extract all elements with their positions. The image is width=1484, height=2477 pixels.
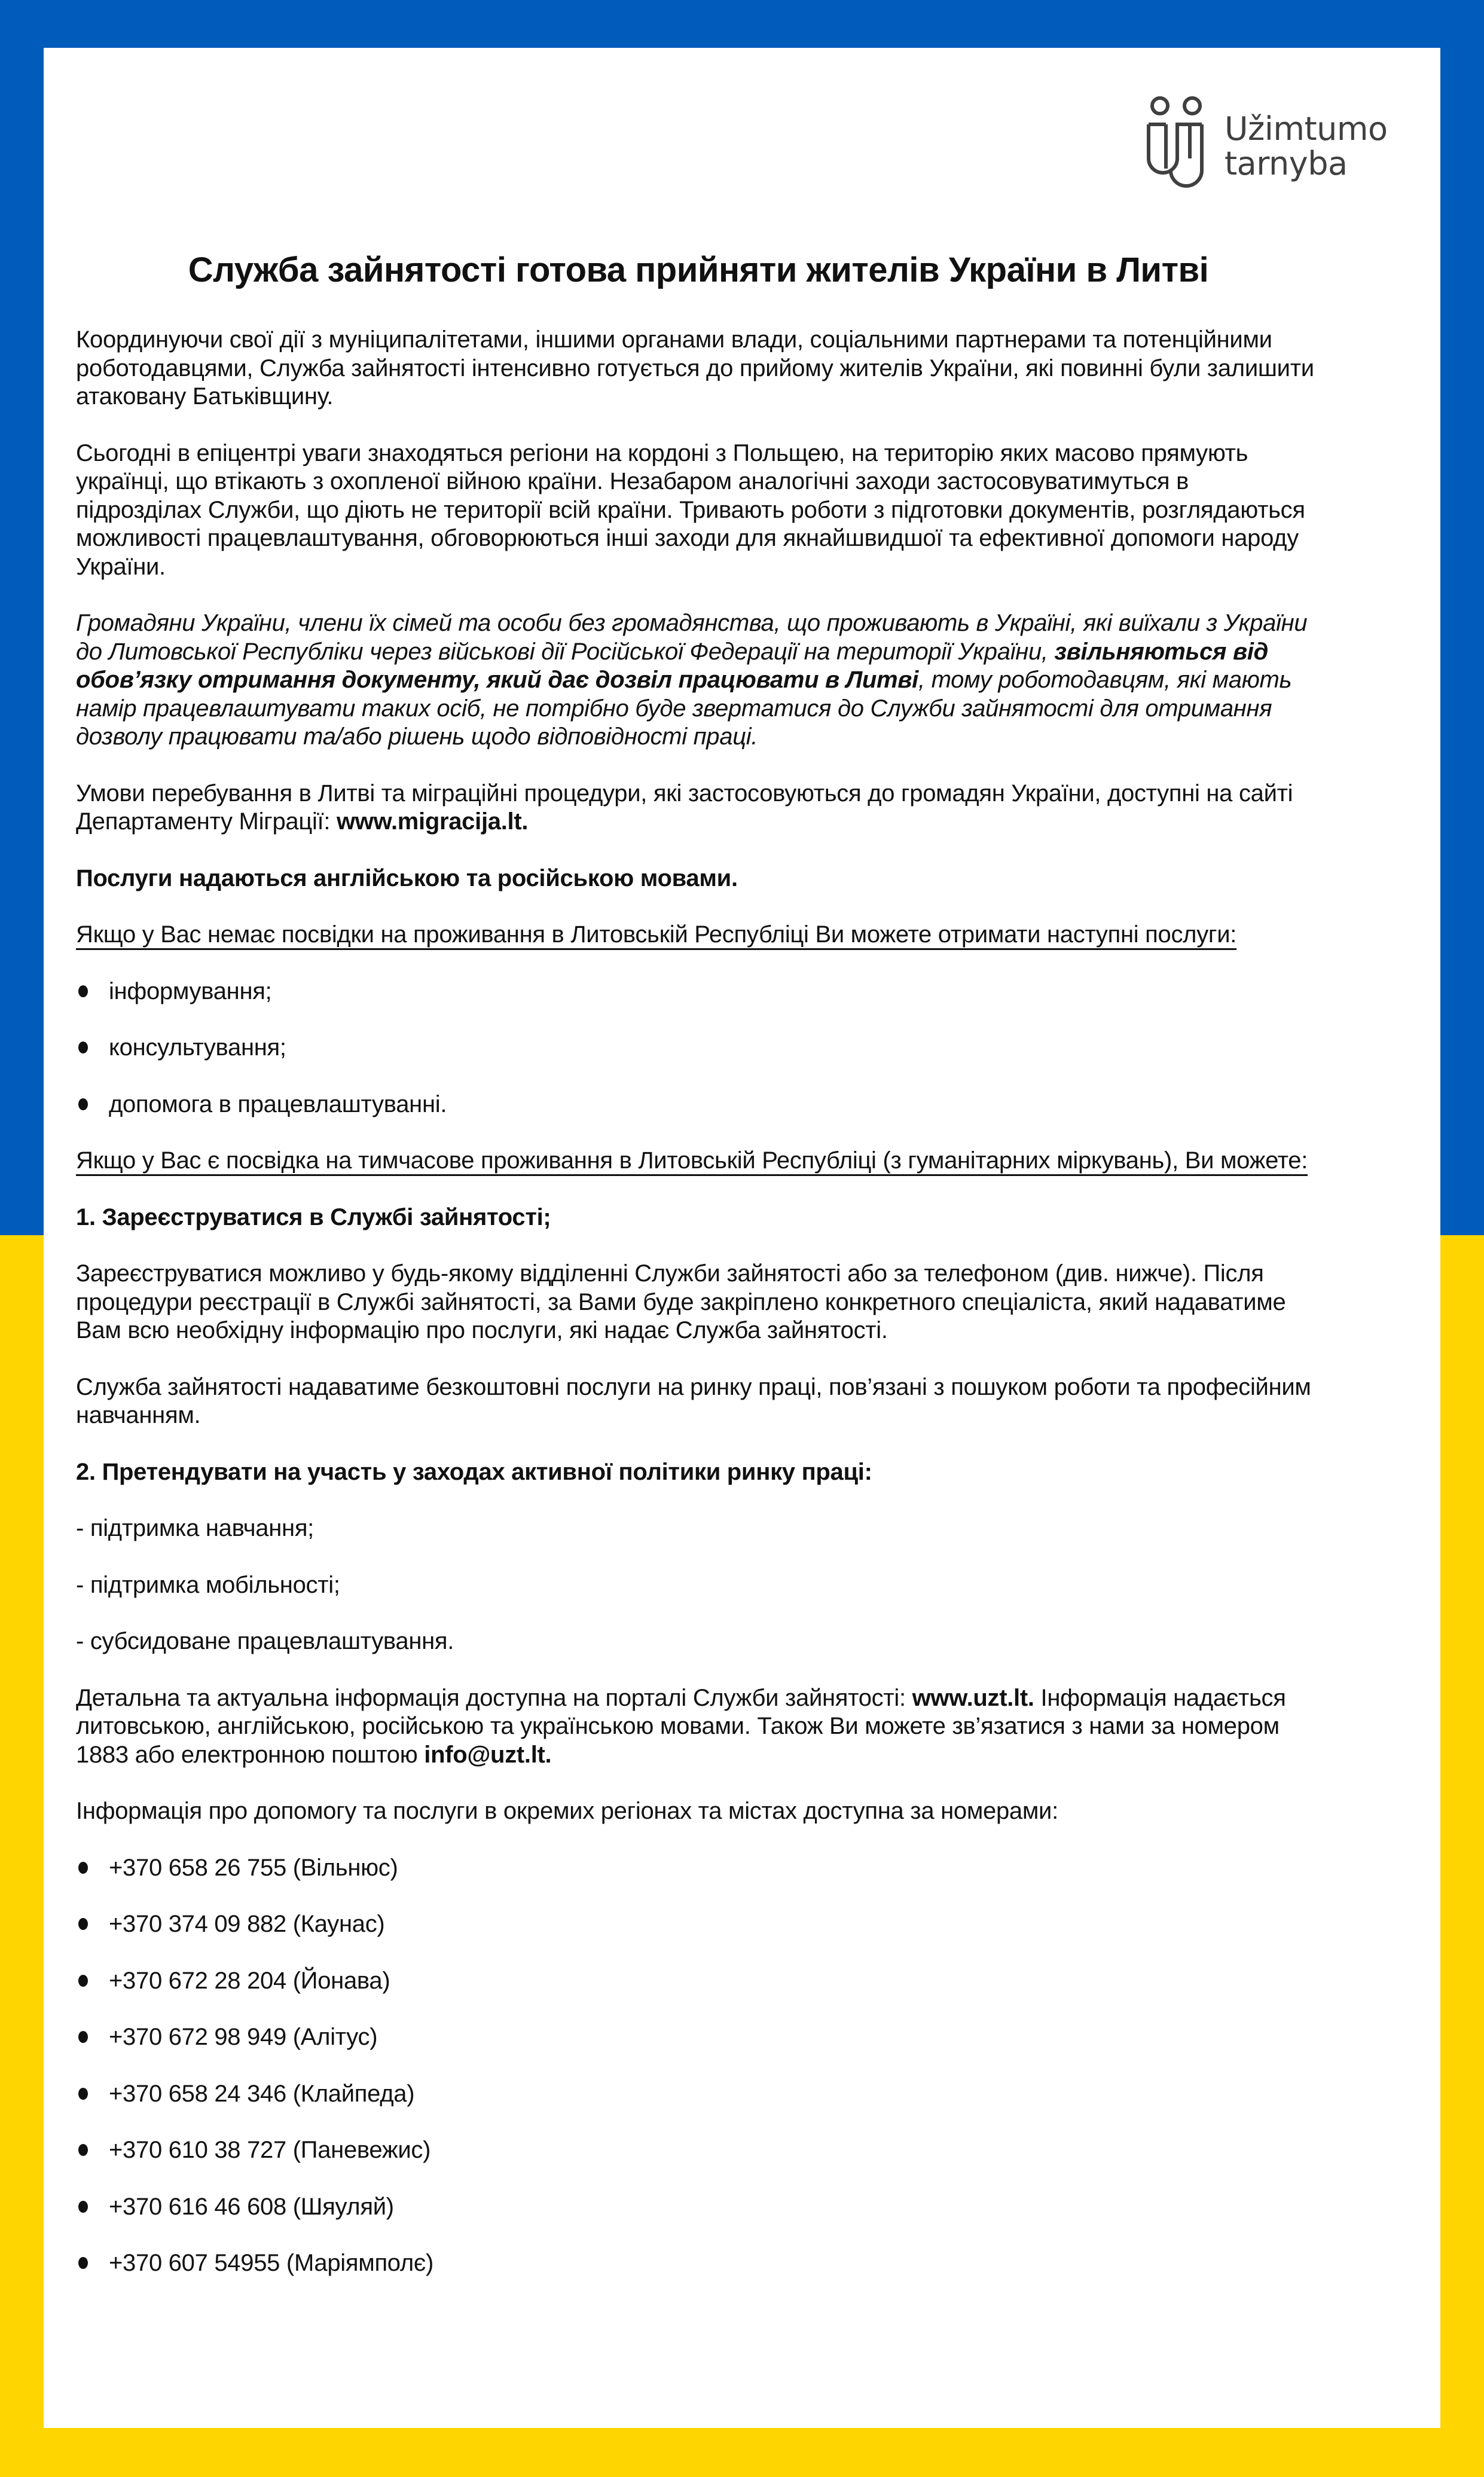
bullet-icon xyxy=(78,2031,88,2043)
phone-item: +370 610 38 727 (Паневежис) xyxy=(76,2136,1320,2165)
uzt-logo-icon xyxy=(1147,96,1207,197)
uzt-portal-link[interactable]: www.uzt.lt. xyxy=(912,1684,1034,1711)
no-permit-heading: Якщо у Вас немає посвідки на проживання в Литовській Республіці Ви можете отримати наступні послуги: xyxy=(76,921,1237,948)
phone-item: +370 672 98 949 (Алітус) xyxy=(76,2023,1320,2052)
bullet-icon xyxy=(78,2201,88,2213)
phone-link[interactable]: +370 374 09 882 xyxy=(109,1911,286,1937)
page-title: Служба зайнятості готова прийняти жителів України в Литві xyxy=(188,251,1209,289)
phone-link[interactable]: +370 607 54955 xyxy=(109,2250,280,2276)
bullet-icon xyxy=(78,1975,88,1987)
phone-item: +370 658 26 755 (Вільнюс) xyxy=(76,1854,1320,1883)
step-1-title: 1. Зареєструватися в Службі зайнятості; xyxy=(76,1204,551,1230)
migration-text: Умови перебування в Литві та міграційні процедури, які застосовуються до громадян України, доступні на сайті Департаменту Міграції: xyxy=(76,780,1293,835)
bullet-icon xyxy=(78,1041,88,1053)
logo-wordmark xyxy=(1225,112,1388,181)
phone-link[interactable]: +370 658 24 346 xyxy=(109,2080,286,2107)
paragraph-contact: Детальна та актуальна інформація доступна на порталі Служби зайнятості: www.uzt.lt. Інформація надається литовською, англійською, російською та українською мовами. Також Ви можете зв’язатися з нами за номером 1883 або електронною поштою info@uzt.lt. xyxy=(76,1684,1286,1768)
step-1-text-2: Служба зайнятості надаватиме безкоштовні послуги на ринку праці, пов’язані з пошуком роботи та професійним навчанням. xyxy=(76,1373,1311,1428)
exemption-text-1: Громадяни України, члени їх сімей та особи без громадянства, що проживають в Україні, які виїхали з України до Литовської Республіки через військові дії Російської Федерації на території України, xyxy=(76,610,1308,665)
bullet-icon xyxy=(78,1918,88,1930)
phone-item: +370 607 54955 (Маріямполє) xyxy=(76,2249,1320,2278)
step-1-text: Зареєструватися можливо у будь-якому відділенні Служби зайнятості або за телефоном (див. нижче). Після процедури реєстрації в Службі зайнятості, за Вами буде закріплено конкретного спеціаліста, який надаватиме Вам всю необхідну інформацію про послуги, які надає Служба зайнятості. xyxy=(76,1260,1286,1343)
exemption-text-bold: звільняються від обов’язку отримання документу, який дає дозвіл працювати в Литві xyxy=(76,638,1269,693)
list-item: - субсидоване працевлаштування. xyxy=(76,1628,454,1654)
email-link[interactable]: info@uzt.lt. xyxy=(424,1741,552,1768)
list-item: - підтримка навчання; xyxy=(76,1515,314,1541)
phone-link[interactable]: +370 672 28 204 xyxy=(109,1967,286,1994)
bullet-icon xyxy=(78,2257,88,2269)
paragraph-intro: Координуючи свої дії з муніципалітетами, іншими органами влади, соціальними партнерами та потенційними роботодавцями, Служба зайнятості інтенсивно готується до прийому жителів України, які повинні були залишити атаковану Батьківщину. xyxy=(76,326,1314,410)
uzt-logo xyxy=(1147,96,1410,197)
bullet-icon xyxy=(78,1862,88,1874)
phone-link[interactable]: +370 616 46 608 xyxy=(109,2193,286,2220)
regions-intro: Інформація про допомогу та послуги в окремих регіонах та містах доступна за номерами: xyxy=(76,1798,1058,1824)
bullet-icon xyxy=(78,985,88,997)
list-item: інформування; xyxy=(76,978,1320,1006)
article-body xyxy=(76,326,1320,2306)
phone-item: +370 374 09 882 (Каунас) xyxy=(76,1910,1320,1939)
paragraph-migration-info xyxy=(76,780,1320,836)
regional-phones-list xyxy=(76,1854,1320,2278)
step-2-title: 2. Претендувати на участь у заходах активної політики ринку праці: xyxy=(76,1458,872,1485)
logo-line-2: tarnyba xyxy=(1225,145,1348,182)
list-item: допомога в працевлаштуванні. xyxy=(76,1091,1320,1119)
exemption-text-2: , тому роботодавцям, які мають намір працевлаштувати таких осіб, не потрібно буде звертатися до Служби зайнятості для отримання дозволу працювати та/або рішень щодо відповідності праці. xyxy=(76,667,1292,750)
paragraph-languages: Послуги надаються англійською та російською мовами. xyxy=(76,865,738,891)
list-item: - підтримка мобільності; xyxy=(76,1571,340,1598)
list-item: консультування; xyxy=(76,1034,1320,1062)
phone-link[interactable]: +370 658 26 755 xyxy=(109,1854,286,1881)
logo-line-1: Užimtumo xyxy=(1225,110,1388,148)
bullet-icon xyxy=(78,2144,88,2156)
phone-item: +370 672 28 204 (Йонава) xyxy=(76,1967,1320,1996)
no-permit-services-list xyxy=(76,978,1320,1119)
paragraph-border-regions: Сьогодні в епіцентрі уваги знаходяться регіони на кордоні з Польщею, на територію яких масово прямують українці, що втікають з охопленої війною країни. Незабаром аналогічні заходи застосовуватимуться в підрозділах Служби, що діють не території всій країни. Тривають роботи з підготовки документів, розглядаються можливості працевлаштування, обговорюються інші заходи для якнайшвидшої та ефективної допомоги народу України. xyxy=(76,439,1305,580)
temp-permit-heading: Якщо у Вас є посвідка на тимчасове проживання в Литовській Республіці (з гуманітарних міркувань), Ви можете: xyxy=(76,1147,1308,1174)
paragraph-work-permit-exemption xyxy=(76,609,1320,752)
migracija-link[interactable]: www.migracija.lt. xyxy=(336,808,529,835)
phone-link[interactable]: +370 610 38 727 xyxy=(109,2137,286,2163)
phone-item: +370 616 46 608 (Шяуляй) xyxy=(76,2193,1320,2222)
bullet-icon xyxy=(78,2088,88,2100)
phone-item: +370 658 24 346 (Клайпеда) xyxy=(76,2080,1320,2109)
bullet-icon xyxy=(78,1098,88,1110)
phone-link[interactable]: +370 672 98 949 xyxy=(109,2024,286,2050)
